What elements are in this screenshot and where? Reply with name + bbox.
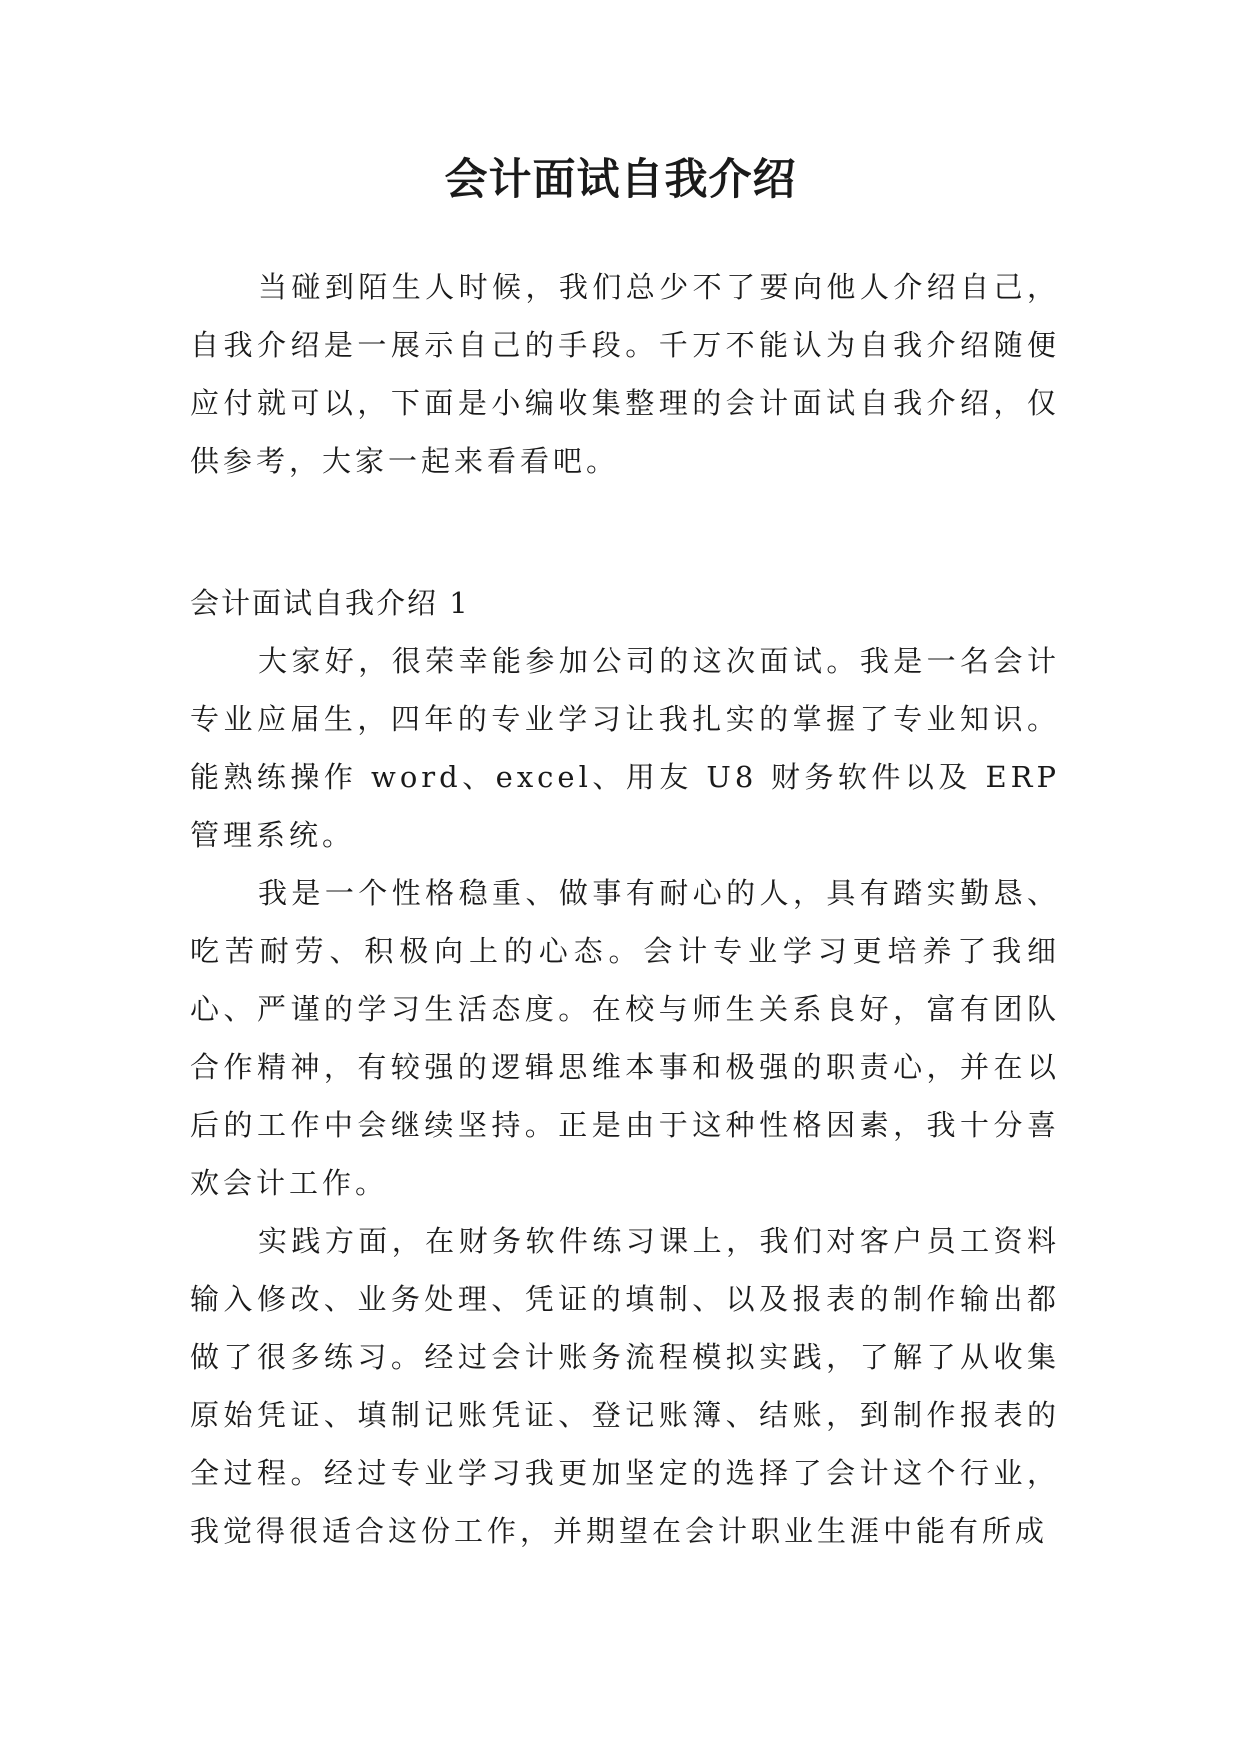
section-paragraph-3: 实践方面，在财务软件练习课上，我们对客户员工资料输入修改、业务处理、凭证的填制、以及报表的制作输出都做了很多练习。经过会计账务流程模拟实践，了解了从收集原始凭证、填制记账凭证、登记账簿、结账，到制作报表的全过程。经过专业学习我更加坚定的选择了会计这个行业，我觉得很适合这份工作，并期望在会计职业生涯中能有所成	[190, 1224, 1060, 1548]
intro-block	[190, 258, 1060, 490]
section-paragraph-1: 大家好，很荣幸能参加公司的这次面试。我是一名会计专业应届生，四年的专业学习让我扎实的掌握了专业知识。能熟练操作 word、excel、用友 U8 财务软件以及 ERP 管理系统。	[190, 644, 1060, 852]
intro-paragraph: 当碰到陌生人时候，我们总少不了要向他人介绍自己，自我介绍是一展示自己的手段。千万不能认为自我介绍随便应付就可以，下面是小编收集整理的会计面试自我介绍，仅供参考，大家一起来看看吧。	[190, 270, 1060, 478]
document-title: 会计面试自我介绍	[444, 155, 797, 205]
section-paragraph-2: 我是一个性格稳重、做事有耐心的人，具有踏实勤恳、吃苦耐劳、积极向上的心态。会计专业学习更培养了我细心、严谨的学习生活态度。在校与师生关系良好，富有团队合作精神，有较强的逻辑思维本事和极强的职责心，并在以后的工作中会继续坚持。正是由于这种性格因素，我十分喜欢会计工作。	[190, 876, 1060, 1200]
section-heading: 会计面试自我介绍 1	[190, 586, 470, 620]
section-1	[190, 574, 1060, 1560]
